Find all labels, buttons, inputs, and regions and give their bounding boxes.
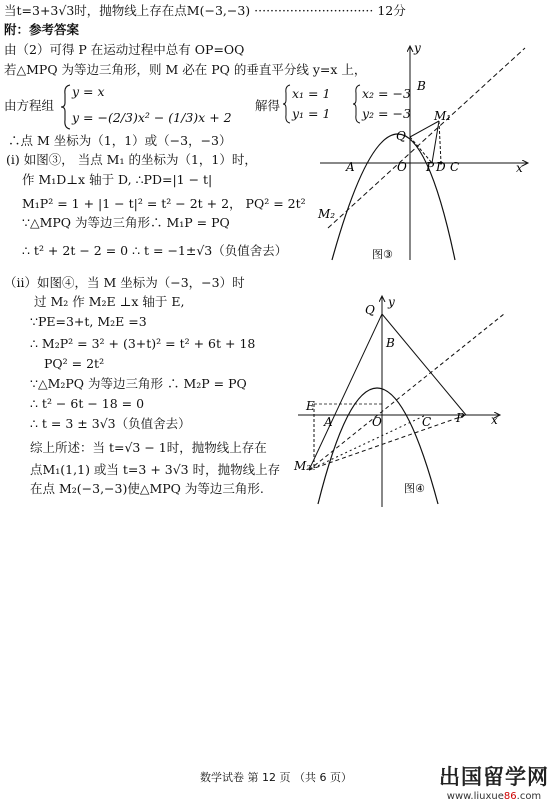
label-O: O [397, 160, 407, 174]
text-line: 由方程组 [4, 98, 55, 113]
label-B: B [417, 79, 426, 93]
text-line: ∴ t² − 6t − 18 = 0 [30, 396, 145, 411]
text-line: ∵△M₂PQ 为等边三角形 ∴ M₂P = PQ [30, 376, 247, 391]
label-P: P [456, 411, 465, 425]
line-y-eq-x [309, 314, 504, 470]
solution: y₁ = 1 [292, 106, 331, 121]
line-final-answer-part: 当t=3+3√3时，抛物线上存在点M(−3,−3) ······························ 12分 [4, 3, 406, 18]
label-M2: M₂ [318, 207, 336, 221]
segment-QP [382, 314, 466, 415]
page-footer: 数学试卷 第 12 页 （共 6 页） [200, 771, 352, 784]
segment-M1P [432, 121, 439, 163]
label-Q: Q [396, 129, 406, 143]
figure-caption: 图④ [404, 482, 425, 495]
solution: x₂ = −3 [362, 86, 411, 101]
label-M2: M₂ [294, 459, 312, 473]
figure-caption: 图③ [372, 248, 393, 261]
text-line: ∵PE=3+t, M₂E =3 [30, 314, 147, 329]
text-line: 综上所述：当 t=√3 − 1时，抛物线上存在 [30, 440, 267, 455]
segment-QM2 [309, 314, 382, 470]
text-line: 点M₁(1,1) 或当 t=3 + 3√3 时，抛物线上存 [30, 462, 281, 477]
equation: y = −(2/3)x² − (1/3)x + 2 [72, 110, 232, 125]
text-line: ∵△MPQ 为等边三角形∴ M₁P = PQ [22, 215, 230, 230]
figure-3 [310, 38, 540, 268]
label-O: O [372, 415, 382, 429]
left-brace-icon [282, 84, 292, 124]
label-x: x [516, 161, 523, 175]
parabola [332, 134, 455, 260]
text-line: ∴ t = 3 ± 3√3（负值舍去） [30, 416, 191, 431]
section-heading: 附：参考答案 [4, 22, 80, 37]
label-y: y [388, 295, 395, 309]
label-A: A [324, 415, 333, 429]
label-C: C [422, 415, 432, 429]
text-line: (ⅰ) 如图③， 当点 M₁ 的坐标为（1，1）时， [6, 152, 257, 167]
text-line: ∴点 M 坐标为（1，1）或（−3，−3） [8, 133, 232, 148]
text-line: ∴ M₂P² = 3² + (3+t)² = t² + 6t + 18 [30, 336, 256, 351]
text-line: 过 M₂ 作 M₂E ⊥x 轴于 E, [34, 294, 185, 309]
label-E: E [306, 399, 315, 413]
site-watermark [439, 761, 549, 802]
text-line: 若△MPQ 为等边三角形，则 M 必在 PQ 的垂直平分线 y=x 上， [4, 62, 367, 77]
label-P: P [426, 160, 435, 174]
label-C: C [450, 160, 460, 174]
text-line: 在点 M₂(−3,−3)使△MPQ 为等边三角形. [30, 481, 264, 496]
text-line: 作 M₁D⊥x 轴于 D, ∴PD=|1 − t| [22, 172, 213, 187]
text-line: 由（2）可得 P 在运动过程中总有 OP=OQ [4, 42, 245, 57]
equation: y = x [72, 84, 105, 99]
watermark-title: 出国留学网 [439, 765, 549, 789]
text-line: M₁P² = 1 + |1 − t|² = t² − 2t + 2， PQ² = 2t² [22, 196, 306, 211]
text-line: PQ² = 2t² [44, 356, 105, 371]
line-y-eq-x [328, 48, 525, 228]
label-D: D [436, 160, 446, 174]
segment-M1D [439, 121, 441, 163]
text-line: （ⅱ）如图④，当 M 坐标为（−3，−3）时 [4, 275, 245, 290]
segment-QM1 [410, 121, 439, 137]
figure-4 [290, 292, 520, 512]
label-Q: Q [365, 303, 375, 317]
label-B: B [386, 336, 395, 350]
text-line: 解得 [255, 98, 281, 113]
solution: y₂ = −3 [362, 106, 411, 121]
watermark-url: www.liuxue86.com [446, 791, 542, 802]
left-brace-icon [60, 84, 72, 130]
label-A: A [346, 160, 355, 174]
label-x: x [491, 413, 498, 427]
text-line: ∴ t² + 2t − 2 = 0 ∴ t = −1±√3（负值舍去） [22, 243, 288, 258]
label-y: y [414, 41, 421, 55]
solution: x₁ = 1 [292, 86, 331, 101]
label-M1: M₁ [434, 109, 452, 123]
